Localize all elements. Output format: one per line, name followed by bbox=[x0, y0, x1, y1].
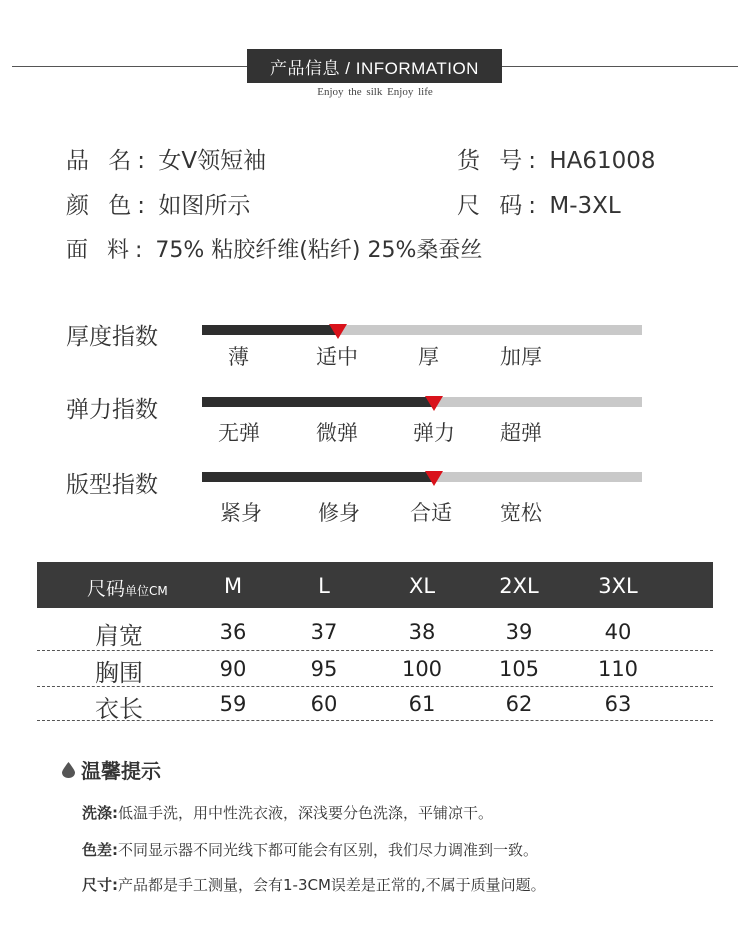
section-subtitle: Enjoy the silk Enjoy life bbox=[317, 86, 433, 98]
table-cell: 110 bbox=[597, 657, 639, 681]
tips-title-text: 温馨提示 bbox=[81, 759, 161, 783]
tip-size-text: 产品都是手工测量，会有1-3CM误差是正常的,不属于质量问题。 bbox=[118, 876, 546, 894]
table-cell: 38 bbox=[408, 620, 436, 644]
table-row-divider bbox=[37, 686, 713, 687]
elasticity-index-title: 弹力指数 bbox=[66, 397, 158, 423]
elasticity-index-fill bbox=[202, 397, 434, 407]
fit-level-1: 修身 bbox=[318, 501, 360, 525]
thickness-level-0: 薄 bbox=[228, 345, 249, 369]
info-name-label: 品 名: bbox=[66, 148, 152, 174]
elasticity-level-2: 弹力 bbox=[413, 421, 455, 445]
size-col-2xl: 2XL bbox=[499, 574, 539, 598]
tip-washing-text: 低温手洗，用中性洗衣液，深浅要分色洗涤，平铺凉干。 bbox=[118, 804, 494, 822]
size-col-xl: XL bbox=[408, 574, 436, 598]
table-row-divider bbox=[37, 720, 713, 721]
size-header-text: 尺码 bbox=[87, 578, 126, 600]
info-color-value: 如图所示 bbox=[158, 193, 251, 219]
section-title: 产品信息 / INFORMATION bbox=[247, 49, 502, 83]
info-material bbox=[66, 233, 482, 264]
tip-size bbox=[82, 874, 546, 895]
table-cell: 60 bbox=[310, 692, 338, 716]
size-table-header bbox=[37, 562, 713, 608]
fit-index-fill bbox=[202, 472, 434, 482]
table-row-label-shoulder: 肩宽 bbox=[95, 622, 143, 650]
size-col-l: L bbox=[318, 574, 330, 598]
tip-color-diff-text: 不同显示器不同光线下都可能会有区别，我们尽力调准到一致。 bbox=[118, 841, 539, 859]
info-color-label: 颜 色: bbox=[66, 193, 152, 219]
table-cell: 36 bbox=[219, 620, 247, 644]
table-cell: 100 bbox=[401, 657, 443, 681]
info-name-value: 女V领短袖 bbox=[158, 148, 267, 174]
thickness-index-bar bbox=[202, 325, 642, 335]
fit-index-marker-icon bbox=[425, 471, 443, 486]
drop-icon bbox=[62, 762, 75, 778]
table-cell: 90 bbox=[219, 657, 247, 681]
info-sku-value: HA61008 bbox=[549, 148, 656, 174]
table-row-divider bbox=[37, 650, 713, 651]
info-size-value: M-3XL bbox=[549, 193, 621, 219]
fit-level-2: 合适 bbox=[410, 501, 452, 525]
size-col-m: M bbox=[223, 574, 243, 598]
tip-washing bbox=[82, 802, 493, 823]
table-cell: 62 bbox=[505, 692, 533, 716]
tip-washing-label: 洗涤: bbox=[82, 804, 118, 822]
fit-index-title: 版型指数 bbox=[66, 472, 158, 498]
elasticity-index-marker-icon bbox=[425, 396, 443, 411]
thickness-level-2: 厚 bbox=[418, 345, 439, 369]
size-table-header-label bbox=[87, 574, 168, 601]
thickness-level-1: 适中 bbox=[316, 345, 358, 369]
tip-color-diff bbox=[82, 839, 538, 860]
elasticity-index-bar bbox=[202, 397, 642, 407]
header-divider-left bbox=[12, 66, 247, 67]
table-cell: 61 bbox=[408, 692, 436, 716]
table-row-label-length: 衣长 bbox=[95, 695, 143, 723]
table-cell: 37 bbox=[310, 620, 338, 644]
info-name bbox=[66, 142, 266, 175]
table-row-label-chest: 胸围 bbox=[95, 659, 143, 687]
fit-index-bar bbox=[202, 472, 642, 482]
header-divider-right bbox=[502, 66, 738, 67]
tip-color-diff-label: 色差: bbox=[82, 841, 118, 859]
elasticity-level-0: 无弹 bbox=[218, 421, 260, 445]
info-size-label: 尺 码: bbox=[457, 193, 543, 219]
tips-title bbox=[62, 755, 161, 784]
table-cell: 40 bbox=[604, 620, 632, 644]
table-cell: 95 bbox=[310, 657, 338, 681]
thickness-level-3: 加厚 bbox=[500, 345, 542, 369]
info-sku bbox=[457, 142, 656, 175]
info-color bbox=[66, 187, 250, 220]
elasticity-level-3: 超弹 bbox=[500, 421, 542, 445]
info-sku-label: 货 号: bbox=[457, 148, 543, 174]
info-material-label: 面 料: bbox=[66, 238, 149, 263]
elasticity-level-1: 微弹 bbox=[316, 421, 358, 445]
info-size bbox=[457, 187, 621, 220]
thickness-index-marker-icon bbox=[329, 324, 347, 339]
table-cell: 39 bbox=[505, 620, 533, 644]
thickness-index-title: 厚度指数 bbox=[66, 324, 158, 350]
info-material-value: 75% 粘胶纤维(粘纤) 25%桑蚕丝 bbox=[155, 238, 483, 263]
table-cell: 105 bbox=[498, 657, 540, 681]
fit-level-3: 宽松 bbox=[500, 501, 542, 525]
size-header-unit: 单位CM bbox=[125, 584, 168, 598]
fit-level-0: 紧身 bbox=[220, 501, 262, 525]
table-cell: 59 bbox=[219, 692, 247, 716]
size-col-3xl: 3XL bbox=[598, 574, 638, 598]
tip-size-label: 尺寸: bbox=[82, 876, 118, 894]
table-cell: 63 bbox=[604, 692, 632, 716]
thickness-index-fill bbox=[202, 325, 338, 335]
